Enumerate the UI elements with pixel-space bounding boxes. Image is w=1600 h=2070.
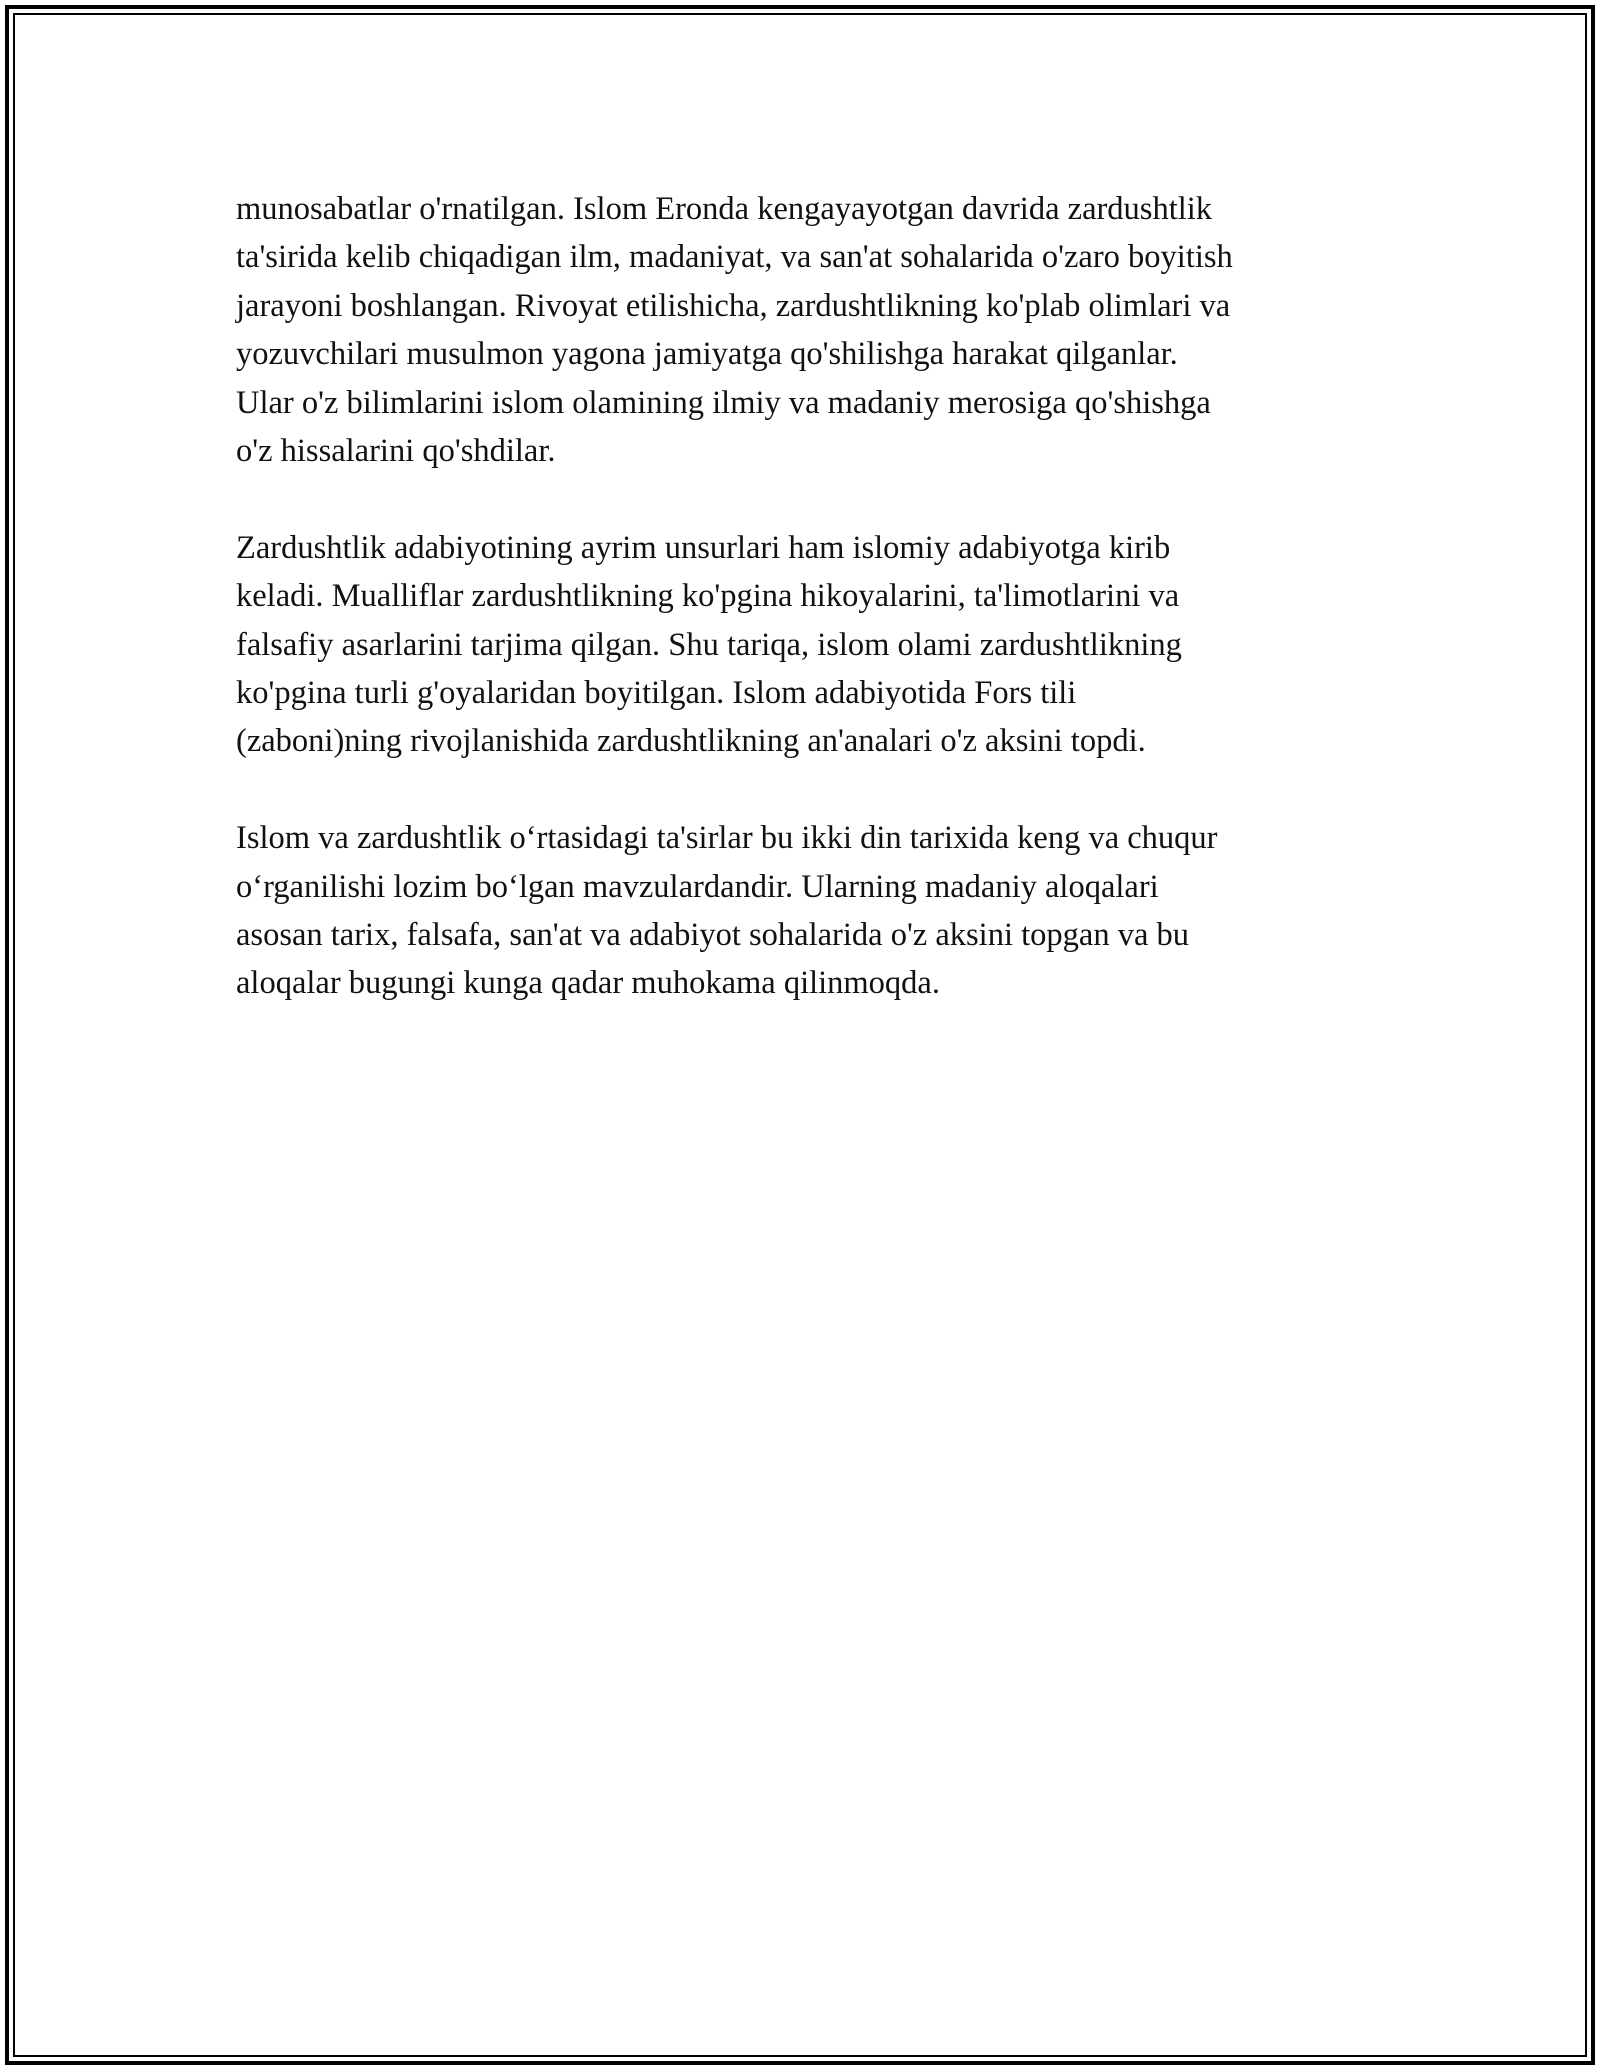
text-line: jarayoni boshlangan. Rivoyat etilishicha, zardushtlikning ko'plab olimlari va [236, 287, 1231, 324]
text-line: munosabatlar o'rnatilgan. Islom Eronda kengayayotgan davrida zardushtlik [236, 191, 1213, 227]
text-line: aloqalar bugungi kunga qadar muhokama qilinmoqda. [236, 965, 940, 1002]
text-line: Zardushtlik adabiyotining ayrim unsurlari ham islomiy adabiyotga kirib [236, 529, 1171, 566]
paragraph-1 [236, 185, 1386, 475]
text-line: ta'sirida kelib chiqadigan ilm, madaniyat, va san'at sohalarida o'zaro boyitish [236, 239, 1233, 276]
document-body [236, 185, 1386, 1056]
text-line: falsafiy asarlarini tarjima qilgan. Shu tariqa, islom olami zardushtlikning [236, 626, 1182, 663]
paragraph-2 [236, 524, 1386, 766]
text-line: Islom va zardushtlik o‘rtasidagi ta'sirlar bu ikki din tarixida keng va chuqur [236, 820, 1218, 857]
text-line: yozuvchilari musulmon yagona jamiyatga qo'shilishga harakat qilganlar. [236, 336, 1178, 373]
text-line: ko'pgina turli g'oyalaridan boyitilgan. Islom adabiyotida Fors tili [236, 675, 1077, 712]
text-line: Ular o'z bilimlarini islom olamining ilmiy va madaniy merosiga qo'shishga [236, 384, 1211, 421]
text-line: asosan tarix, falsafa, san'at va adabiyot sohalarida o'z aksini topgan va bu [236, 917, 1189, 954]
text-line: o‘rganilishi lozim bo‘lgan mavzulardandir. Ularning madaniy aloqalari [236, 868, 1159, 905]
text-line: o'z hissalarini qo'shdilar. [236, 433, 556, 470]
text-line: keladi. Mualliflar zardushtlikning ko'pgina hikoyalarini, ta'limotlarini va [236, 578, 1180, 615]
text-line: (zaboni)ning rivojlanishida zardushtlikning an'analari o'z aksini topdi. [236, 723, 1146, 760]
paragraph-3 [236, 814, 1386, 1008]
